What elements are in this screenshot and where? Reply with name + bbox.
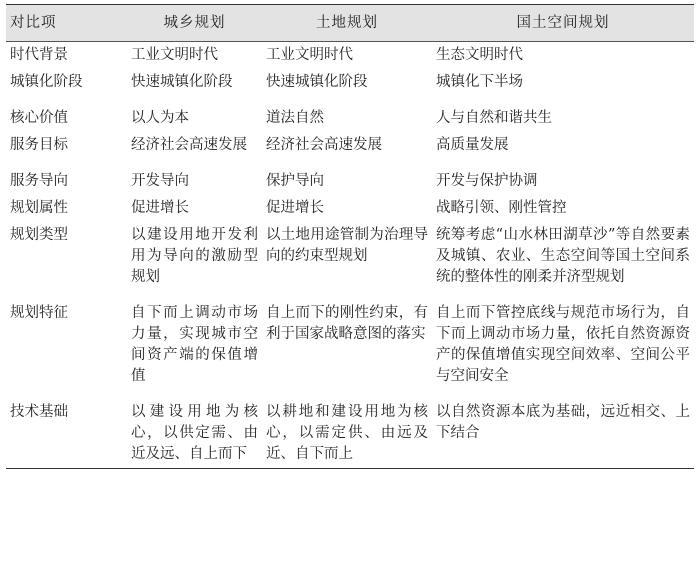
cell-land: 工业文明时代 — [266, 47, 353, 63]
cell-territorial: 高质量发展 — [436, 137, 509, 153]
cell-urban-rural: 开发导向 — [131, 173, 189, 189]
table-row — [6, 132, 694, 159]
header-urban-rural-planning: 城乡规划 — [163, 14, 226, 31]
row-label: 城镇化阶段 — [10, 74, 83, 90]
cell-urban-rural: 经济社会高速发展 — [131, 137, 247, 153]
cell-territorial: 开发与保护协调 — [436, 173, 538, 189]
cell-territorial: 自上而下管控底线与规范市场行为，自下而上调动市场力量，依托自然资源资产的保值增值实现空间效率、空间公平与空间安全 — [436, 305, 690, 384]
table-row — [6, 42, 694, 70]
cell-land: 道法自然 — [266, 110, 324, 126]
cell-urban-rural: 以建设用地为核心，以供定需、由近及远、自上而下 — [131, 404, 258, 462]
cell-urban-rural: 促进增长 — [131, 200, 189, 216]
cell-land: 以土地用途管制为治理导向的约束型规划 — [266, 227, 428, 264]
table-row — [6, 69, 694, 96]
header-land-planning: 土地规划 — [316, 14, 378, 31]
table-row — [6, 390, 694, 469]
table-row — [6, 159, 694, 195]
table-header — [6, 5, 694, 42]
row-label: 服务目标 — [10, 137, 68, 153]
cell-land: 自上而下的刚性约束，有利于国家战略意图的落实 — [266, 305, 428, 342]
cell-urban-rural: 自下而上调动市场力量，实现城市空间资产端的保值增值 — [131, 305, 258, 384]
table-row — [6, 222, 694, 291]
table-body — [6, 42, 694, 469]
cell-urban-rural: 快速城镇化阶段 — [131, 74, 233, 90]
table-row — [6, 195, 694, 222]
cell-urban-rural: 以人为本 — [131, 110, 189, 126]
cell-territorial: 战略引领、刚性管控 — [436, 200, 567, 216]
row-label: 规划类型 — [10, 227, 68, 243]
cell-land: 保护导向 — [266, 173, 324, 189]
cell-land: 快速城镇化阶段 — [266, 74, 368, 90]
cell-territorial: 以自然资源本底为基础，远近相交、上下结合 — [436, 404, 690, 441]
row-label: 规划特征 — [10, 305, 68, 321]
cell-territorial: 生态文明时代 — [436, 47, 523, 63]
cell-land: 促进增长 — [266, 200, 324, 216]
comparison-table-container — [6, 4, 694, 469]
header-comparison-item: 对比项 — [10, 14, 57, 31]
row-label: 服务导向 — [10, 173, 68, 189]
row-label: 时代背景 — [10, 47, 68, 63]
cell-territorial: 统筹考虑“山水林田湖草沙”等自然要素及城镇、农业、生态空间等国土空间系统的整体性的刚柔并济型规划 — [436, 227, 690, 285]
row-label: 核心价值 — [10, 110, 68, 126]
cell-land: 以耕地和建设用地为核心，以需定供、由远及近、自下而上 — [266, 404, 428, 462]
cell-urban-rural: 以建设用地开发利用为导向的激励型规划 — [131, 227, 258, 285]
header-row — [6, 5, 694, 42]
cell-land: 经济社会高速发展 — [266, 137, 382, 153]
header-territorial-spatial-planning: 国土空间规划 — [516, 14, 610, 31]
row-label: 规划属性 — [10, 200, 68, 216]
table-row — [6, 96, 694, 132]
cell-territorial: 人与自然和谐共生 — [436, 110, 552, 126]
comparison-table — [6, 4, 694, 469]
cell-urban-rural: 工业文明时代 — [131, 47, 218, 63]
cell-territorial: 城镇化下半场 — [436, 74, 523, 90]
row-label: 技术基础 — [10, 404, 68, 420]
table-row — [6, 291, 694, 390]
